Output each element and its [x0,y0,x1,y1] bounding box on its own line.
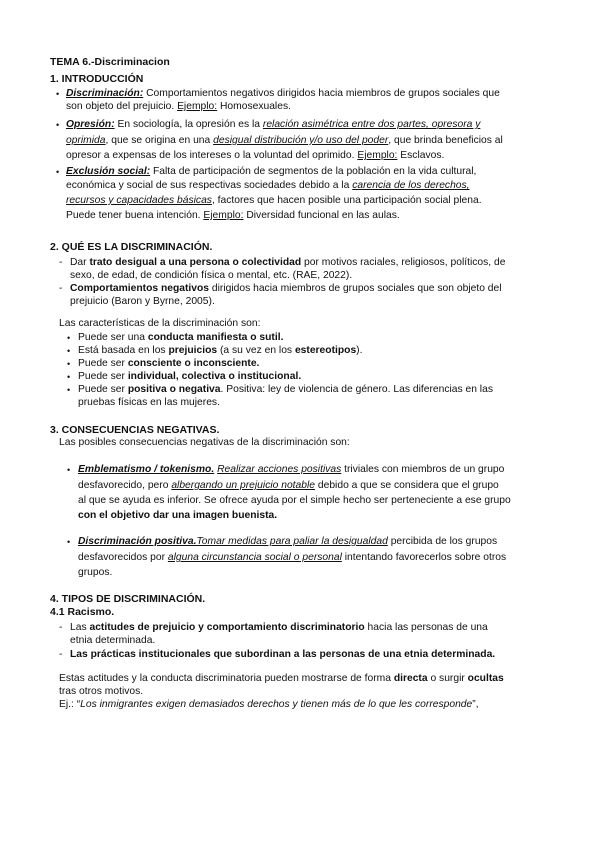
section-2-heading: 2. QUÉ ES LA DISCRIMINACIÓN. [50,241,213,253]
bullet-icon: • [56,89,60,99]
s2-c3: Puede ser consciente o inconsciente. [78,358,260,369]
bullet-icon: • [67,346,71,356]
s1-b3-line1: Exclusión social: Falta de participación de segmentos de la población en la vida cultural, [66,166,477,177]
s4-example: Ej.: “Los inmigrantes exigen demasiados derechos y tienen más de lo que les corresponde”, [59,699,479,710]
bullet-icon: • [56,120,60,130]
s1-b1-line2: son objeto del prejuicio. Ejemplo: Homosexuales. [66,101,291,112]
s2-c5-line2: pruebas físicas en las mujeres. [78,397,220,408]
s2-d1-line2: sexo, de edad, de condición física o mental, etc. (RAE, 2022). [70,270,353,281]
bullet-icon: • [56,167,60,177]
s2-d1-line1: Dar trato desigual a una persona o colectividad por motivos raciales, religiosos, políticos, de [70,257,506,268]
dash-icon: - [59,283,63,294]
s2-c5-line1: Puede ser positiva o negativa. Positiva: ley de violencia de género. Las diferencias en las [78,384,493,395]
s2-d2-line1: Comportamientos negativos dirigidos hacia miembros de grupos sociales que son objeto del [70,283,502,294]
section-3-heading: 3. CONSECUENCIAS NEGATIVAS. [50,424,220,436]
s3-e2-line1: Discriminación positiva.Tomar medidas para paliar la desigualdad percibida de los grupos [78,536,498,547]
s2-d2-line2: prejuicio (Baron y Byrne, 2005). [70,296,215,307]
s3-intro: Las posibles consecuencias negativas de la discriminación son: [59,437,350,448]
s1-b2-line1: Opresión: En sociología, la opresión es la relación asimétrica entre dos partes, opresora y [66,119,481,130]
section-1-heading: 1. INTRODUCCIÓN [50,73,144,85]
s3-e1-line1: Emblematismo / tokenismo. Realizar acciones positivas triviales con miembros de un grupo [78,464,505,475]
s4-p1-line1: Estas actitudes y la conducta discriminatoria pueden mostrarse de forma directa o surgir ocultas [59,673,504,684]
dash-icon: - [59,622,63,633]
bullet-icon: • [67,359,71,369]
section-4-1-heading: 4.1 Racismo. [50,606,115,618]
s1-b3-line4: Puede tener buena intención. Ejemplo: Diversidad funcional en las aulas. [66,210,400,221]
s1-b3-line2: económica y social de sus respectivas sociedades debido a la carencia de los derechos, [66,180,470,191]
s1-b3-line3: recursos y capacidades básicas, factores que hacen posible una participación social plena. [66,195,482,206]
s2-c2: Está basada en los prejuicios (a su vez en los estereotipos). [78,345,363,356]
s2-intro: Las características de la discriminación son: [59,318,261,329]
s2-c4: Puede ser individual, colectiva o institucional. [78,371,302,382]
dash-icon: - [59,649,63,660]
s3-e1-line2: desfavorecido, pero albergando un prejuicio notable debido a que se considera que el grupo [78,480,499,491]
bullet-icon: • [67,372,71,382]
s3-e2-line2: desfavorecidos por alguna circunstancia social o personal intentando favorecerlos sobre otros [78,552,507,563]
bullet-icon: • [67,333,71,343]
bullet-icon: • [67,537,71,547]
dash-icon: - [59,257,63,268]
s3-e2-line3: grupos. [78,567,113,578]
bullet-icon: • [67,385,71,395]
s1-b2-line2: oprimida, que se origina en una desigual distribución y/o uso del poder, que brinda beneficios al [66,135,503,146]
s1-b2-line3: opresor a expensas de los intereses o la voluntad del oprimido. Ejemplo: Esclavos. [66,150,445,161]
s3-e1-line4: con el objetivo dar una imagen buenista. [78,510,278,521]
s2-c1: Puede ser una conducta manifiesta o sutil. [78,332,284,343]
s4-d1-line2: etnia determinada. [70,635,156,646]
s4-d1-line1: Las actitudes de prejuicio y comportamiento discriminatorio hacia las personas de una [70,622,488,633]
bullet-icon: • [67,465,71,475]
s4-d2: Las prácticas institucionales que subordinan a las personas de una etnia determinada. [70,649,496,660]
document-title: TEMA 6.-Discriminacion [50,56,170,68]
section-4-heading: 4. TIPOS DE DISCRIMINACIÓN. [50,593,206,605]
s3-e1-line3: al que se ayuda es inferior. Se ofrece ayuda por el simple hecho ser perteneciente a ese grupo [78,495,511,506]
s4-p1-line2: tras otros motivos. [59,686,144,697]
s1-b1-line1: Discriminación: Comportamientos negativos dirigidos hacia miembros de grupos sociales que [66,88,500,99]
